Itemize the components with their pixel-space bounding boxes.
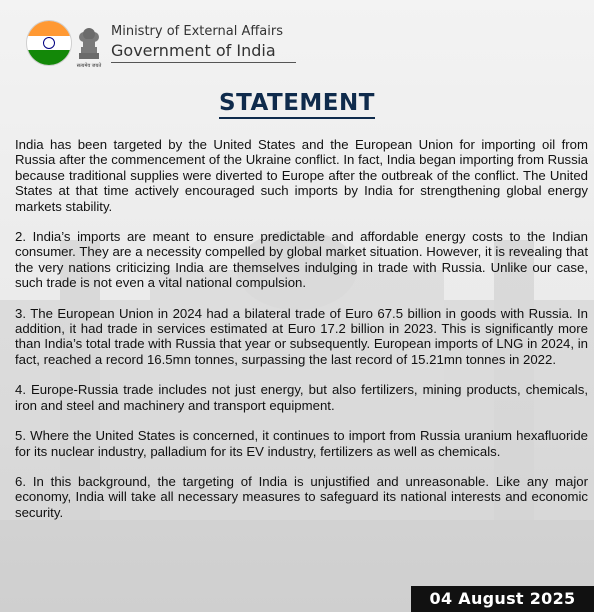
statement-title bbox=[0, 90, 594, 119]
statement-title-text: STATEMENT bbox=[219, 90, 375, 119]
paragraph-3: 3. The European Union in 2024 had a bilateral trade of Euro 67.5 billion in goods with Russia. In addition, it had trade in services estimated at Euro 17.2 billion in 2023. This is significantly more than India’s total trade with Russia that year or subsequently. European imports of LNG in 2024, in fact, reached a record 16.5mn tonnes, surpassing the last record of 15.21mn tonnes in 2022. bbox=[15, 305, 588, 367]
paragraph-5: 5. Where the United States is concerned, it continues to import from Russia uranium hexafluoride for its nuclear industry, palladium for its EV industry, fertilizers as well as chemicals. bbox=[15, 428, 588, 459]
ministry-name: Ministry of External Affairs bbox=[111, 24, 283, 39]
paragraph-2: 2. India’s imports are meant to ensure predictable and affordable energy costs to the Indian consumer. They are a necessity compelled by global market situation. However, it is revealing that the very nations criticizing India are themselves indulging in trade with Russia. Unlike our case, such trade is not even a vital national compulsion. bbox=[15, 229, 588, 291]
paragraph-6: 6. In this background, the targeting of India is unjustified and unreasonable. Like any major economy, India will take all necessary measures to safeguard its national interests and economic security. bbox=[15, 473, 588, 520]
statement-date: 04 August 2025 bbox=[411, 586, 594, 612]
header-divider bbox=[111, 62, 296, 63]
paragraph-4: 4. Europe-Russia trade includes not just energy, but also fertilizers, mining products, chemicals, iron and steel and machinery and transport equipment. bbox=[15, 382, 588, 413]
government-name: Government of India bbox=[111, 41, 276, 60]
statement-body bbox=[15, 137, 588, 535]
paragraph-1: India has been targeted by the United States and the European Union for importing oil from Russia after the commencement of the Ukraine conflict. In fact, India began importing from Russia because traditional supplies were diverted to Europe after the outbreak of the conflict. The United States at that time actively encouraged such imports by India for strengthening global energy markets stability. bbox=[15, 137, 588, 214]
state-emblem-icon bbox=[75, 23, 103, 63]
india-flag-icon bbox=[27, 21, 71, 65]
emblem-motto: सत्यमेव जयते bbox=[76, 63, 102, 69]
header bbox=[27, 21, 327, 71]
